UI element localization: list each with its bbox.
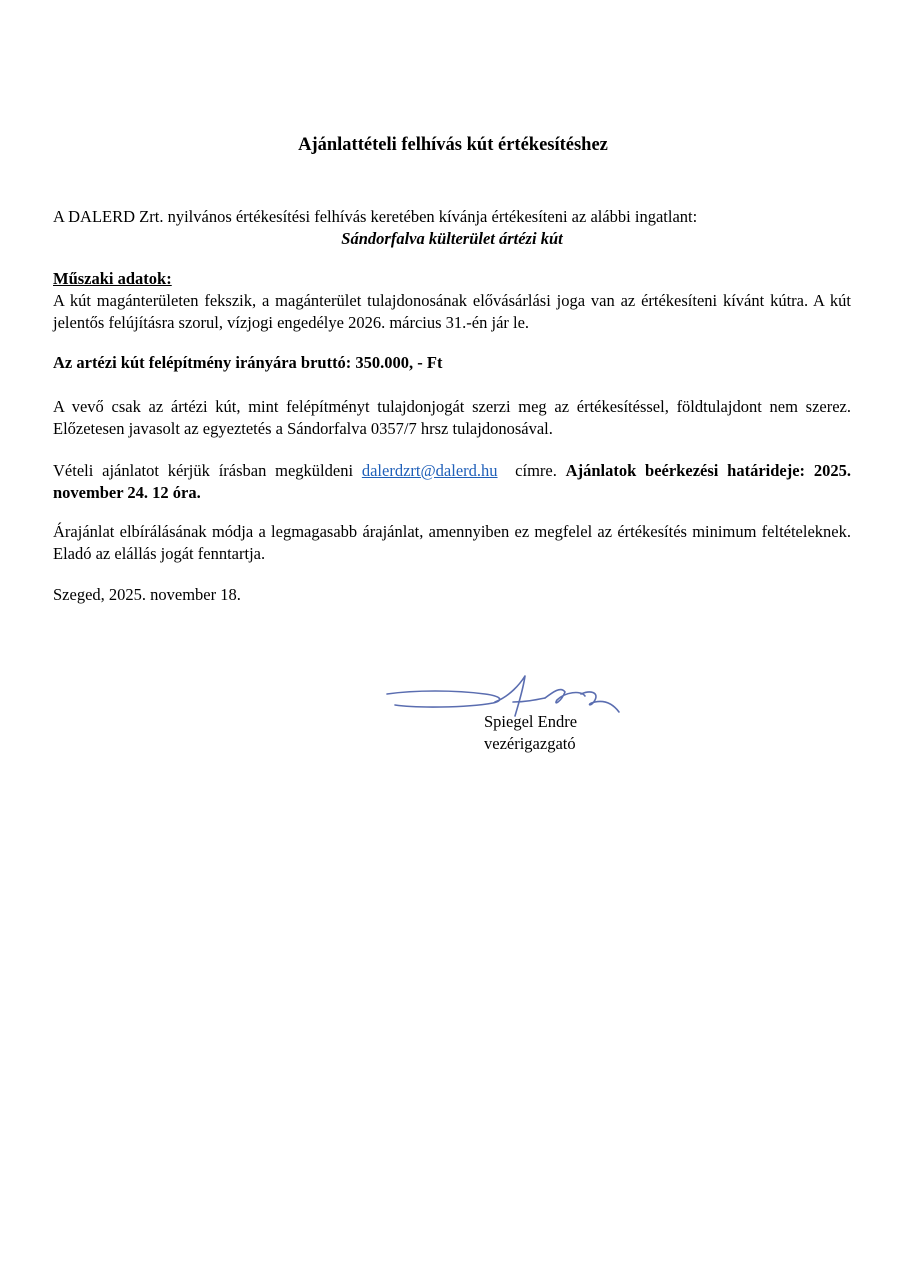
offer-deadline: Ajánlatok beérkezési határideje: 2025. november 24. 12 óra. xyxy=(53,461,851,502)
price-line: Az artézi kút felépítmény irányára bruttó: 350.000, - Ft xyxy=(53,353,443,372)
intro-text: A DALERD Zrt. nyilvános értékesítési felhívás keretében kívánja értékesíteni az alábbi ingatlant: xyxy=(53,207,698,226)
intro-paragraph xyxy=(53,206,851,250)
technical-text: A kút magánterületen fekszik, a magánterület tulajdonosának elővásárlási joga van az értékesíteni kívánt kútra. A kút jelentős felújításra szorul, vízjogi engedélye 2026. március 31.-én jár le. xyxy=(53,291,851,332)
property-name: Sándorfalva külterület ártézi kút xyxy=(341,229,563,248)
signer-name: Spiegel Endre xyxy=(484,712,578,731)
document-title: Ajánlattételi felhívás kút értékesítéshez xyxy=(298,135,608,155)
signer-position: vezérigazgató xyxy=(484,734,576,753)
email-link[interactable]: dalerdzrt@dalerd.hu xyxy=(361,461,498,480)
signer-block xyxy=(484,711,684,755)
buyer-note: A vevő csak az ártézi kút, mint felépítményt tulajdonjogát szerzi meg az értékesítéssel, földtulajdont nem szerez. Előzetesen javasolt az egyeztetés a Sándorfalva 0357/7 hrsz tulajdonosával. xyxy=(53,397,851,438)
offer-paragraph xyxy=(53,460,851,504)
offer-middle: címre. xyxy=(497,461,566,480)
place-date: Szeged, 2025. november 18. xyxy=(53,585,241,604)
evaluation-paragraph: Árajánlat elbírálásának módja a legmagasabb árajánlat, amennyiben ez megfelel az értékesítés minimum feltételeknek. Eladó az elállás jogát fenntartja. xyxy=(53,522,851,563)
offer-prefix: Vételi ajánlatot kérjük írásban megküldeni xyxy=(53,461,362,480)
technical-section xyxy=(53,268,851,334)
technical-heading: Műszaki adatok: xyxy=(53,269,172,288)
